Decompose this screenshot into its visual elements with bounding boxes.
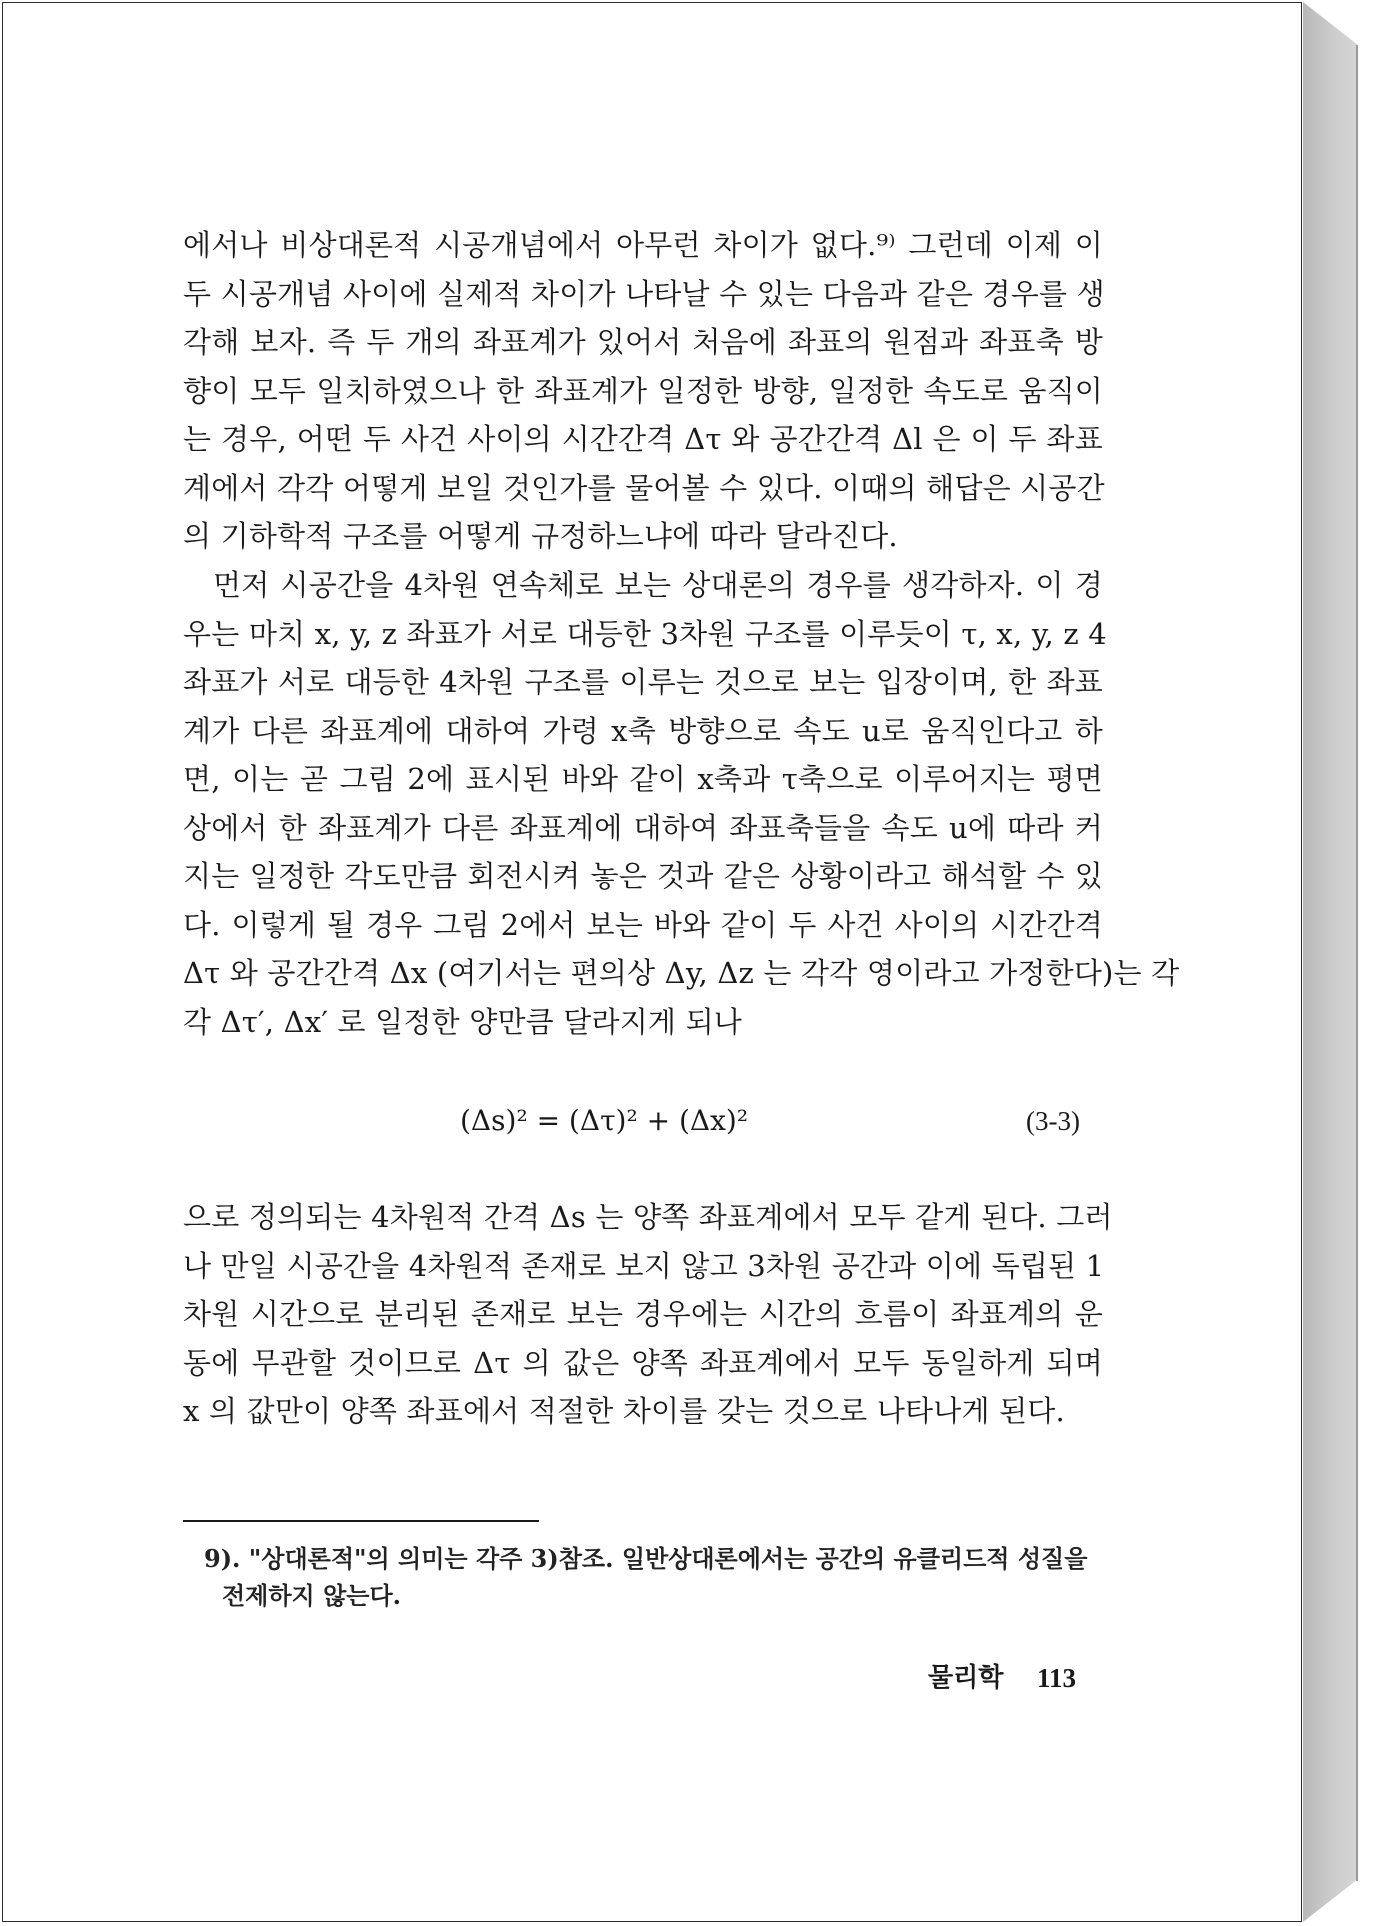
equation-number: (3-3) <box>1026 1106 1080 1136</box>
text-line: 향이 모두 일치하였으나 한 좌표계가 일정한 방향, 일정한 속도로 움직이 <box>183 373 1103 408</box>
page-edge-border <box>1356 45 1358 1881</box>
text-line: 좌표가 서로 대등한 4차원 구조를 이루는 것으로 보는 입장이며, 한 좌표 <box>183 665 1103 699</box>
text-line: 우는 마치 x, y, z 좌표가 서로 대등한 3차원 구조를 이루듯이 τ, x, y, z 4 <box>183 616 1107 651</box>
equation-3-3 <box>460 1099 1080 1143</box>
equation-body: (Δs)² = (Δτ)² + (Δx)² <box>460 1104 749 1137</box>
text-line: Δτ 와 공간간격 Δx (여기서는 편의상 Δy, Δz 는 각각 영이라고 가정한다)는 각 <box>183 956 1180 990</box>
text-line: 는 경우, 어떤 두 사건 사이의 시간간격 Δτ 와 공간간격 Δl 은 이 두 좌표 <box>183 422 1103 456</box>
page-number: 113 <box>1036 1663 1076 1693</box>
body-paragraph-2 <box>183 561 1180 1046</box>
text-line: 나 만일 시공간을 4차원적 존재로 보지 않고 3차원 공간과 이에 독립된 1 <box>183 1248 1105 1283</box>
text-line: 계에서 각각 어떻게 보일 것인가를 물어볼 수 있다. 이때의 해답은 시공간 <box>183 470 1105 505</box>
text-line: 각 Δτ′, Δx′ 로 일정한 양만큼 달라지게 되나 <box>183 1004 742 1039</box>
body-paragraph-1 <box>183 221 1103 561</box>
text-line: 으로 정의되는 4차원적 간격 Δs 는 양쪽 좌표계에서 모두 같게 된다. 그러 <box>183 1200 1113 1234</box>
text-line: 상에서 한 좌표계가 다른 좌표계에 대하여 좌표축들을 속도 u에 따라 커 <box>183 810 1103 845</box>
text-line: 두 시공개념 사이에 실제적 차이가 나타날 수 있는 다음과 같은 경우를 생 <box>183 276 1105 311</box>
text-line: 차원 시간으로 분리된 존재로 보는 경우에는 시간의 흐름이 좌표계의 운 <box>183 1297 1103 1331</box>
text-line: x 의 값만이 양쪽 좌표에서 적절한 차이를 갖는 것으로 나타나게 된다. <box>183 1394 1065 1428</box>
text-line: 지는 일정한 각도만큼 회전시켜 놓은 것과 같은 상황이라고 해석할 수 있 <box>183 859 1103 893</box>
text-line: 각해 보자. 즉 두 개의 좌표계가 있어서 처음에 좌표의 원점과 좌표축 방 <box>183 325 1103 359</box>
text-line: 에서나 비상대론적 시공개념에서 아무런 차이가 없다.⁹⁾ 그런데 이제 이 <box>183 228 1103 262</box>
body-paragraph-3 <box>183 1193 1113 1436</box>
text-line: 먼저 시공간을 4차원 연속체로 보는 상대론의 경우를 생각하자. 이 경 <box>213 568 1103 602</box>
text-line: 면, 이는 곧 그림 2에 표시된 바와 같이 x축과 τ축으로 이루어지는 평면 <box>183 762 1103 796</box>
footnote-divider <box>183 1520 539 1522</box>
footnote-9 <box>204 1540 1104 1614</box>
text-line: 의 기하학적 구조를 어떻게 규정하느냐에 따라 달라진다. <box>183 519 898 553</box>
running-footer-title: 물리학 <box>928 1663 1004 1693</box>
footnote-line: 전제하지 않는다. <box>222 1581 401 1610</box>
text-line: 다. 이렇게 될 경우 그림 2에서 보는 바와 같이 두 사건 사이의 시간간격 <box>183 907 1103 942</box>
text-line: 계가 다른 좌표계에 대하여 가령 x축 방향으로 속도 u로 움직인다고 하 <box>183 713 1103 748</box>
footnote-line: 9). "상대론적"의 의미는 각주 3)참조. 일반상대론에서는 공간의 유클리드적 성질을 <box>204 1544 1088 1573</box>
page-footer <box>928 1658 1076 1698</box>
page-stack-edge <box>1303 2 1357 1922</box>
text-line: 동에 무관할 것이므로 Δτ 의 값은 양쪽 좌표계에서 모두 동일하게 되며 <box>183 1345 1103 1380</box>
